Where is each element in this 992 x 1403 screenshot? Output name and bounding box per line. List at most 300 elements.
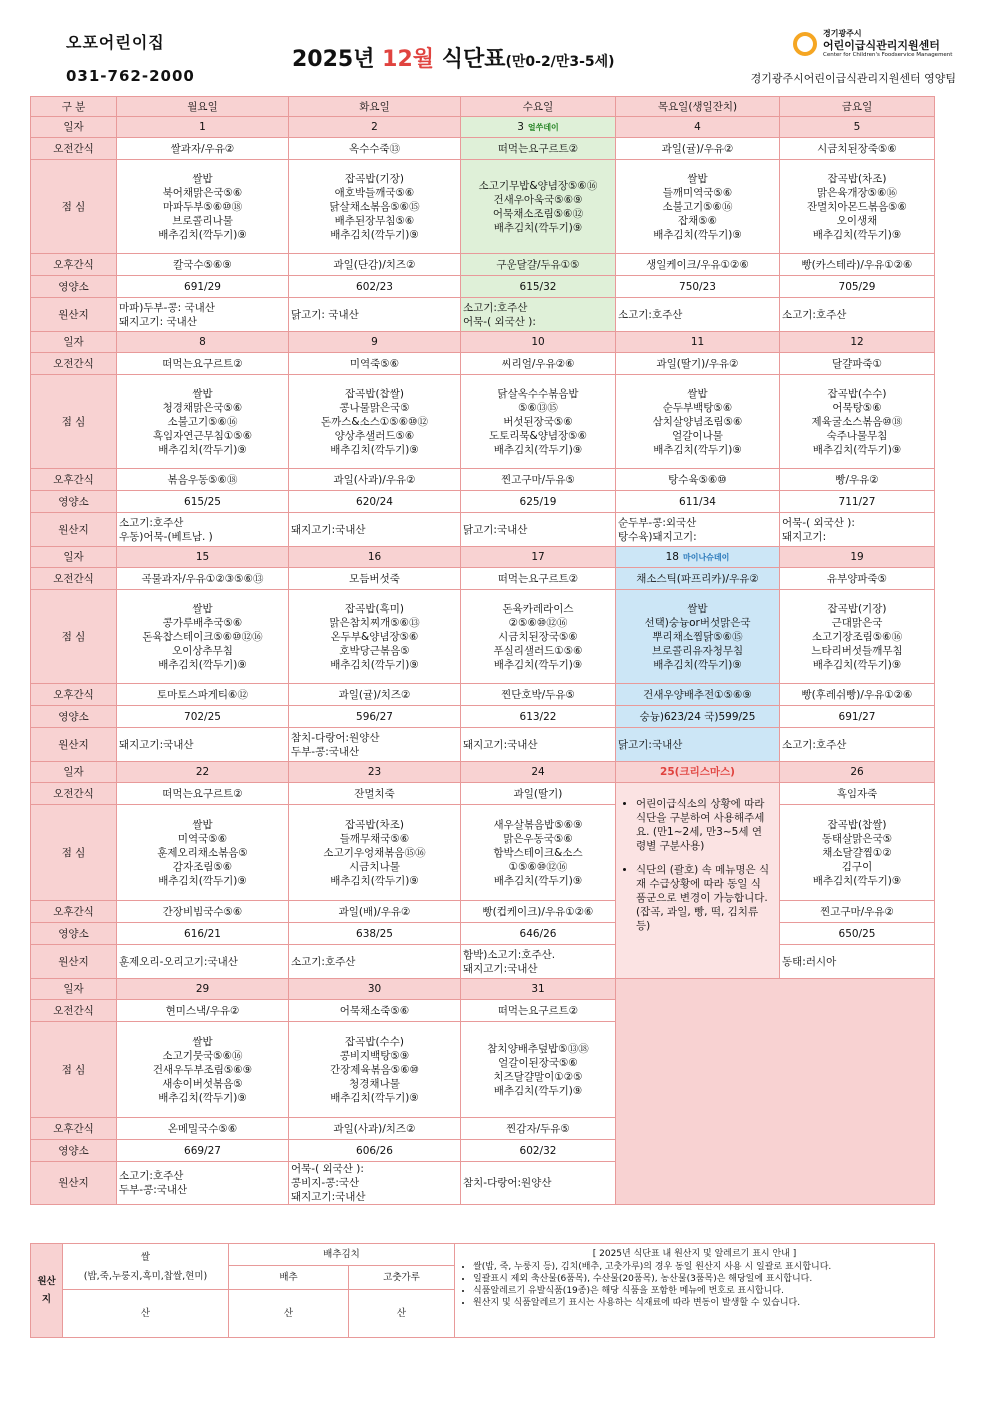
menu-item: 소불고기⑤⑥⑯ — [662, 200, 733, 213]
label-lunch: 점 심 — [31, 590, 117, 684]
day-cell — [289, 332, 461, 353]
menu-item: 배추김치(깍두기)⑨ — [330, 658, 419, 671]
menu-item: 도토리묵&양념장⑤⑥ — [488, 429, 587, 442]
lunch-cell — [289, 375, 461, 469]
menu-item: 잡곡밥(기장) — [345, 172, 404, 185]
origin-cell — [289, 513, 461, 547]
menu-table — [30, 96, 935, 1205]
am-cell: 과일(귤)/우유② — [616, 138, 780, 160]
menu-item: 들깨무채국⑤⑥ — [339, 832, 410, 845]
nutrition-cell: 602/32 — [461, 1140, 616, 1162]
day-number: 23 — [367, 766, 382, 778]
weekday-header: 목요일(생일잔치) — [616, 97, 780, 117]
label-origin: 원산지 — [31, 728, 117, 762]
day-cell — [616, 762, 780, 783]
origin-line: 돼지고기:국내산 — [291, 523, 366, 536]
origin-line: 참치-다랑어:원양산 — [291, 731, 380, 744]
menu-item: 마파두부⑤⑥⑩⑱ — [162, 200, 243, 213]
origin-cell — [289, 728, 461, 762]
menu-item: 소고기장조림⑤⑥⑯ — [811, 630, 903, 643]
menu-item: 콩가루배추국⑤⑥ — [162, 616, 243, 629]
am-cell: 떠먹는요구르트② — [461, 568, 616, 590]
pm-cell: 빵(후레쉬빵)/우유①②⑥ — [780, 684, 935, 706]
pm-cell: 찐단호박/두유⑤ — [461, 684, 616, 706]
menu-item: 어묵탕⑤⑥ — [832, 401, 882, 414]
menu-item: 배추김치(깍두기)⑨ — [812, 658, 902, 671]
origin-cell — [616, 298, 780, 332]
lunch-cell — [616, 590, 780, 684]
origin-cell — [461, 945, 616, 979]
menu-item: 콩나물맑은국⑤ — [339, 401, 410, 414]
day-cell — [461, 979, 616, 1000]
menu-item: 참치양배추덮밥⑤⑬⑱ — [487, 1042, 589, 1055]
menu-item: 배추김치(깍두기)⑨ — [812, 228, 902, 241]
origin-line: 소고기:호주산 — [291, 955, 356, 968]
day-number: 4 — [694, 121, 701, 133]
lunch-cell — [461, 160, 616, 254]
day-cell — [117, 547, 289, 568]
day-cell — [780, 332, 935, 353]
pm-cell: 간장비빔국수⑤⑥ — [117, 901, 289, 923]
origin-cell — [461, 513, 616, 547]
menu-item: 잡곡밥(찹쌀) — [345, 387, 404, 400]
day-number: 18 — [665, 550, 679, 563]
origin-line: 순두부-콩:외국산 — [618, 516, 697, 529]
day-cell — [461, 762, 616, 783]
day-cell — [780, 547, 935, 568]
menu-item: 브로콜리나물 — [172, 214, 233, 227]
menu-item: 오이생채 — [836, 214, 878, 227]
menu-item: 맑은육개장⑤⑥⑯ — [816, 186, 898, 199]
menu-item: 함박스테이크&소스 — [493, 846, 583, 859]
footer-origin-label: 원산지 — [31, 1244, 63, 1338]
day-cell — [289, 117, 461, 138]
origin-line: 소고기:호주산 — [119, 1170, 184, 1182]
lunch-cell — [461, 375, 616, 469]
day-number: 29 — [195, 983, 210, 995]
menu-item: 감자조림⑤⑥ — [172, 860, 233, 873]
origin-line: 돼지고기: 국내산 — [119, 315, 197, 328]
weekday-header: 수요일 — [461, 97, 616, 117]
menu-item: 숙주나물무침 — [826, 429, 888, 442]
day-number: 30 — [367, 983, 382, 995]
pm-cell: 찐감자/두유⑤ — [461, 1118, 616, 1140]
day-cell — [461, 547, 616, 568]
origin-line: 소고기:호주산 — [463, 301, 528, 314]
label-lunch: 점 심 — [31, 1022, 117, 1118]
label-nutrition: 영양소 — [31, 276, 117, 298]
label-am: 오전간식 — [31, 1000, 117, 1022]
menu-item: 배추김치(깍두기)⑨ — [653, 658, 742, 671]
day-number: 1 — [199, 121, 206, 133]
menu-item: 얼갈이된장국⑤⑥ — [498, 1056, 578, 1069]
menu-item: 동태살맑은국⑤ — [821, 832, 893, 845]
note-item: • 식품알레르기 유발식품(19종)은 해당 식품을 포함한 메뉴에 번호로 표시합니다. — [473, 1285, 928, 1297]
menu-item: 배추김치(깍두기)⑨ — [158, 228, 247, 241]
menu-item: 쌀밥 — [687, 387, 708, 400]
day-cell — [461, 332, 616, 353]
lunch-cell — [117, 805, 289, 901]
day-cell — [117, 332, 289, 353]
menu-item: 선택)숭늉or버섯맑은국 — [644, 616, 751, 629]
menu-item: 잡곡밥(흑미) — [345, 602, 404, 615]
am-cell: 미역죽⑤⑥ — [289, 353, 461, 375]
rice-sub: (밥,죽,누룽지,흑미,찹쌀,현미) — [83, 1270, 208, 1282]
menu-item: 간장제육볶음⑤⑥⑩ — [329, 1063, 420, 1076]
day-number: 2 — [371, 121, 378, 133]
rice-head: 쌀 — [140, 1251, 151, 1263]
pm-cell: 빵/우유② — [780, 469, 935, 491]
am-cell: 씨리얼/우유②⑥ — [461, 353, 616, 375]
pm-cell: 찐고구마/두유⑤ — [461, 469, 616, 491]
menu-item: 소고기우엉채볶음⑮⑯ — [323, 846, 426, 859]
origin-line: 닭고기: 국내산 — [291, 308, 359, 321]
origin-cell — [117, 298, 289, 332]
menu-item: 쌀밥 — [687, 602, 708, 615]
label-lunch: 점 심 — [31, 160, 117, 254]
pm-cell: 토마토스파게티⑥⑫ — [117, 684, 289, 706]
origin-cell — [117, 728, 289, 762]
menu-item: 배추김치(깍두기)⑨ — [812, 874, 902, 887]
am-cell: 어묵채소죽⑤⑥ — [289, 1000, 461, 1022]
menu-item: 미역국⑤⑥ — [177, 832, 228, 845]
menu-item: 배추김치(깍두기)⑨ — [493, 443, 583, 456]
pepper-origin: 산 — [349, 1290, 455, 1338]
origin-line: 탕수육)돼지고기: — [618, 530, 697, 543]
label-lunch: 점 심 — [31, 375, 117, 469]
note-item: • 원산지 및 식품알레르기 표시는 사용하는 식재료에 따라 변동이 발생할 수 있습니다. — [473, 1297, 928, 1309]
am-cell: 채소스틱(파프리카)/우유② — [616, 568, 780, 590]
menu-item: 배추김치(깍두기)⑨ — [330, 443, 419, 456]
origin-cell — [461, 298, 616, 332]
lunch-cell — [289, 805, 461, 901]
label-nutrition: 영양소 — [31, 491, 117, 513]
day-number: 12 — [850, 336, 864, 348]
menu-item: 버섯된장국⑤⑥ — [503, 415, 573, 428]
nutrition-cell: 615/25 — [117, 491, 289, 513]
origin-cell — [289, 298, 461, 332]
menu-item: 배추김치(깍두기)⑨ — [812, 443, 902, 456]
label-nutrition: 영양소 — [31, 923, 117, 945]
day-cell — [616, 117, 780, 138]
menu-item: 쌀밥 — [687, 172, 708, 185]
lunch-cell — [117, 375, 289, 469]
footer-notes — [455, 1244, 935, 1338]
title-month: 12월 — [382, 47, 435, 72]
logo-circle-icon — [793, 32, 817, 56]
menu-item: 맑은우동국⑤⑥ — [503, 832, 573, 845]
menu-item: 온두부&양념장⑤⑥ — [330, 630, 419, 643]
nutrition-cell: 625/19 — [461, 491, 616, 513]
pm-cell: 빵(카스테라)/우유①②⑥ — [780, 254, 935, 276]
menu-item: 배추김치(깍두기)⑨ — [493, 1084, 583, 1097]
nutrition-cell: 606/26 — [289, 1140, 461, 1162]
am-cell: 과일(딸기) — [461, 783, 616, 805]
day-cell — [616, 547, 780, 568]
pm-cell: 과일(배)/우유② — [289, 901, 461, 923]
note-item: • 일괄표시 제외 축산물(6품목), 수산물(20품목), 농산물(3품목)은 해당일에 표시합니다. — [473, 1273, 928, 1285]
day-number: 11 — [690, 336, 705, 348]
nutrition-cell: 616/21 — [117, 923, 289, 945]
label-origin: 원산지 — [31, 1162, 117, 1205]
weekday-header: 화요일 — [289, 97, 461, 117]
label-origin: 원산지 — [31, 298, 117, 332]
menu-item: 새우살볶음밥⑤⑥⑨ — [493, 818, 583, 831]
menu-item: 순두부백탕⑤⑥ — [662, 401, 733, 414]
label-am: 오전간식 — [31, 783, 117, 805]
origin-line: 두부-콩:국내산 — [119, 1184, 188, 1196]
logo-line1: 경기광주시 — [823, 29, 862, 38]
lunch-cell — [117, 590, 289, 684]
menu-item: 배추김치(깍두기)⑨ — [493, 658, 583, 671]
origin-line: 함박)소고기:호주산. — [463, 948, 556, 961]
am-cell: 모듬버섯죽 — [289, 568, 461, 590]
phone-number: 031-762-2000 — [66, 67, 195, 85]
nutrition-cell: 705/29 — [780, 276, 935, 298]
nutrition-cell: 691/29 — [117, 276, 289, 298]
label-pm: 오후간식 — [31, 254, 117, 276]
menu-item: 브로콜리유자청무침 — [651, 644, 744, 657]
empty-area — [616, 979, 935, 1205]
notes-title: [ 2025년 식단표 내 원산지 및 알레르기 표시 안내 ] — [592, 1249, 797, 1259]
menu-item: 잔멸치아몬드볶음⑤⑥ — [807, 200, 907, 213]
lunch-cell — [289, 1022, 461, 1118]
menu-item: 잡곡밥(차조) — [345, 818, 404, 831]
pm-cell: 과일(귤)/치즈② — [289, 684, 461, 706]
menu-item: 들깨미역국⑤⑥ — [662, 186, 733, 199]
am-cell: 흑임자죽 — [780, 783, 935, 805]
pm-cell: 빵(컵케이크)/우유①②⑥ — [461, 901, 616, 923]
lunch-cell — [616, 160, 780, 254]
menu-item: 닭살옥수수볶음밥 — [497, 387, 579, 400]
nutrition-cell: 596/27 — [289, 706, 461, 728]
menu-item: 돈까스&소스①⑤⑥⑩⑫ — [320, 415, 429, 428]
origin-line: 닭고기:국내산 — [463, 523, 528, 536]
menu-item: 호박당근볶음⑤ — [339, 644, 410, 657]
daycare-name: 오포어린이집 — [66, 33, 165, 52]
day-cell — [616, 332, 780, 353]
menu-item: 청경채맑은국⑤⑥ — [162, 401, 243, 414]
day-cell — [461, 117, 616, 138]
origin-line: 돼지고기:국내산 — [463, 962, 538, 975]
am-cell: 잔멸치죽 — [289, 783, 461, 805]
menu-item: 배추김치(깍두기)⑨ — [493, 221, 583, 234]
origin-line: 참치-다랑어:원양산 — [463, 1177, 552, 1189]
origin-cell — [289, 1162, 461, 1205]
day-number: 19 — [850, 551, 864, 563]
menu-item: 배추김치(깍두기)⑨ — [330, 1091, 419, 1104]
origin-cell — [117, 513, 289, 547]
menu-item: 잡곡밥(수수) — [345, 1035, 404, 1048]
nutrition-cell: 613/22 — [461, 706, 616, 728]
origin-cell — [780, 945, 935, 979]
origin-line: 돼지고기:국내산 — [291, 1191, 366, 1203]
kimchi-header: 배추김치 — [229, 1244, 455, 1266]
day-number: 17 — [531, 551, 545, 563]
am-cell: 과일(딸기)/우유② — [616, 353, 780, 375]
menu-item: 돈육카레라이스 — [502, 602, 574, 615]
menu-item: 삼치살양념조림⑤⑥ — [652, 415, 743, 428]
nutrition-cell: 702/25 — [117, 706, 289, 728]
label-day: 일자 — [31, 332, 117, 353]
menu-item: 닭살채소볶음⑤⑥⑮ — [329, 200, 420, 213]
day-tag: 마이나슈데이 — [683, 552, 730, 562]
label-pm: 오후간식 — [31, 684, 117, 706]
menu-item: 새송이버섯볶음⑤ — [162, 1077, 243, 1090]
day-number: 22 — [195, 766, 210, 778]
origin-cell — [616, 513, 780, 547]
logo-line3: Center for Children's Foodservice Management — [823, 52, 953, 58]
menu-item: 치즈달걀말이①②⑤ — [493, 1070, 583, 1083]
menu-item: 청경채나물 — [349, 1077, 400, 1090]
lunch-cell — [289, 590, 461, 684]
center-logo — [793, 28, 963, 66]
menu-item: 흑임자연근무침①⑤⑥ — [152, 429, 253, 442]
title-label: 식단표 — [441, 47, 506, 72]
title-sub: (만0-2/만3-5세) — [505, 54, 615, 70]
am-cell: 떠먹는요구르트② — [117, 353, 289, 375]
day-number: 16 — [367, 551, 382, 563]
day-cell — [780, 762, 935, 783]
day-number: 15 — [195, 551, 210, 563]
day-number: 31 — [531, 983, 545, 995]
am-cell: 곡물과자/우유①②③⑤⑥⑬ — [117, 568, 289, 590]
menu-item: 콩비지백탕⑤⑨ — [339, 1049, 410, 1062]
menu-item: 잡곡밥(수수) — [827, 387, 887, 400]
lunch-cell — [780, 375, 935, 469]
title-year: 2025년 — [292, 47, 375, 72]
day-cell — [117, 117, 289, 138]
label-am: 오전간식 — [31, 138, 117, 160]
lunch-cell — [461, 1022, 616, 1118]
menu-item: 쌀밥 — [192, 387, 213, 400]
menu-item: 맑은참치찌개⑤⑥⑬ — [329, 616, 420, 629]
menu-item: 쌀밥 — [192, 602, 213, 615]
origin-line: 소고기:호주산 — [782, 738, 847, 751]
header-gubun: 구 분 — [31, 97, 117, 117]
am-cell: 쌀과자/우유② — [117, 138, 289, 160]
day-cell — [289, 979, 461, 1000]
origin-line: 동태:러시아 — [782, 955, 837, 968]
nutrition-cell: 615/32 — [461, 276, 616, 298]
menu-item: 시금치된장국⑤⑥ — [498, 630, 578, 643]
holiday-notes — [616, 783, 780, 979]
weekday-header: 월요일 — [117, 97, 289, 117]
origin-line: 마파)두부-콩: 국내산 — [119, 301, 215, 314]
am-cell: 시금치된장죽⑤⑥ — [780, 138, 935, 160]
day-cell — [780, 117, 935, 138]
origin-cell — [780, 513, 935, 547]
menu-item: 건새우두부조림⑤⑥⑨ — [152, 1063, 253, 1076]
day-number: 25(크리스마스) — [660, 766, 735, 778]
label-day: 일자 — [31, 979, 117, 1000]
nutrition-cell: 638/25 — [289, 923, 461, 945]
label-pm: 오후간식 — [31, 469, 117, 491]
menu-item: 잡곡밥(기장) — [827, 602, 887, 615]
header-left — [66, 30, 195, 85]
label-nutrition: 영양소 — [31, 706, 117, 728]
lunch-cell — [289, 160, 461, 254]
day-cell — [289, 762, 461, 783]
origin-cell — [616, 728, 780, 762]
day-cell — [117, 979, 289, 1000]
lunch-cell — [780, 590, 935, 684]
origin-line: 닭고기:국내산 — [618, 738, 683, 751]
rice-origin: 산 — [63, 1290, 229, 1338]
pm-cell: 온메밀국수⑤⑥ — [117, 1118, 289, 1140]
origin-line: 어묵-( 외국산 ): — [291, 1163, 364, 1175]
menu-item: 북어채맑은국⑤⑥ — [162, 186, 243, 199]
menu-item: 뿌리채소찜닭⑤⑥⑮ — [652, 630, 743, 643]
menu-item: 배추김치(깍두기)⑨ — [158, 658, 247, 671]
day-tag: 얼쑤데이 — [527, 122, 559, 132]
center-team-name: 경기광주시어린이급식관리지원센터 영양팀 — [750, 72, 956, 85]
menu-item: 잡곡밥(찹쌀) — [827, 818, 887, 831]
lunch-cell — [117, 160, 289, 254]
day-number: 9 — [371, 336, 378, 348]
menu-item: ①⑤⑥⑩⑫⑯ — [508, 860, 568, 873]
day-cell — [289, 547, 461, 568]
menu-item: 건새우아욱국⑤⑥⑨ — [493, 193, 583, 206]
origin-line: 어묵-( 외국산 ): — [782, 516, 855, 529]
holiday-note: • 어린이급식소의 상황에 따라 식단을 구분하여 사용해주세요. (만1~2세, 만3~5세 연령별 구분사용) — [636, 797, 771, 853]
pm-cell: 건새우양배추전①⑤⑥⑨ — [616, 684, 780, 706]
nutrition-cell: 691/27 — [780, 706, 935, 728]
menu-item: 소불고기⑤⑥⑯ — [167, 415, 238, 428]
menu-item: 양상추샐러드⑤⑥ — [334, 429, 415, 442]
menu-item: 얼갈이나물 — [672, 429, 723, 442]
menu-item: 쌀밥 — [192, 1035, 213, 1048]
menu-item: 푸실리샐러드①⑤⑥ — [493, 644, 583, 657]
origin-line: 소고기:호주산 — [782, 308, 847, 321]
nutrition-cell: 숭늉)623/24 국)599/25 — [616, 706, 780, 728]
nutrition-cell: 646/26 — [461, 923, 616, 945]
menu-item: 배추김치(깍두기)⑨ — [158, 874, 247, 887]
nutrition-cell: 750/23 — [616, 276, 780, 298]
menu-item: 훈제오리채소볶음⑤ — [157, 846, 248, 859]
menu-item: 소고기뭇국⑤⑥⑯ — [162, 1049, 243, 1062]
menu-item: 오이상추무침 — [172, 644, 233, 657]
origin-line: 우동)어묵-(베트남. ) — [119, 530, 213, 543]
pm-cell: 볶음우동⑤⑥⑱ — [117, 469, 289, 491]
nutrition-cell: 669/27 — [117, 1140, 289, 1162]
day-number: 5 — [853, 121, 861, 133]
pm-cell: 과일(사과)/치즈② — [289, 1118, 461, 1140]
day-cell — [117, 762, 289, 783]
menu-item: 배추김치(깍두기)⑨ — [158, 443, 247, 456]
origin-cell — [780, 728, 935, 762]
origin-cell — [117, 945, 289, 979]
pm-cell: 탕수육⑤⑥⑩ — [616, 469, 780, 491]
am-cell: 떠먹는요구르트② — [461, 138, 616, 160]
origin-line: 소고기:호주산 — [618, 308, 683, 321]
origin-cell — [117, 1162, 289, 1205]
nutrition-cell: 602/23 — [289, 276, 461, 298]
day-number: 10 — [531, 336, 545, 348]
logo-line2: 어린이급식관리지원센터 — [823, 39, 940, 52]
menu-item: 제육굴소스볶음⑩⑱ — [811, 415, 903, 428]
day-number: 3 — [517, 120, 524, 133]
menu-item: 시금치나물 — [349, 860, 400, 873]
day-number: 24 — [531, 766, 545, 778]
menu-item: 배추김치(깍두기)⑨ — [330, 874, 419, 887]
menu-item: 김구이 — [841, 860, 873, 873]
nutrition-cell: 711/27 — [780, 491, 935, 513]
origin-line: 훈제오리-오리고기:국내산 — [119, 955, 238, 968]
day-number: 8 — [199, 336, 206, 348]
menu-item: 쌀밥 — [192, 172, 213, 185]
note-item: • 쌀(밥, 죽, 누룽지 등), 김치(배추, 고춧가루)의 경우 동일 원산지 사용 시 일괄로 표시합니다. — [473, 1261, 928, 1273]
